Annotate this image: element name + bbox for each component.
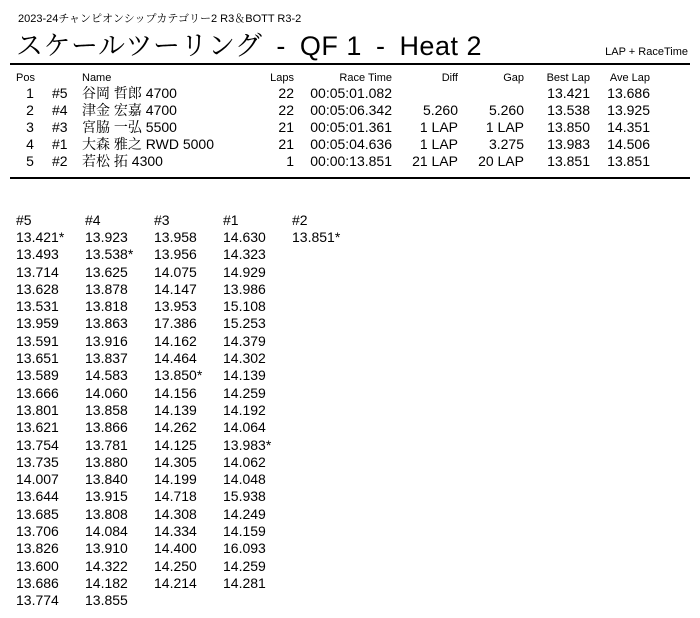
lap-time: 14.125 xyxy=(154,436,197,453)
lap-time: 13.621 xyxy=(16,419,59,436)
lap-time: 14.156 xyxy=(154,384,197,401)
lap-time: 13.956 xyxy=(154,246,197,263)
lap-time: 15.938 xyxy=(223,488,266,505)
lap-time: 14.084 xyxy=(85,523,128,540)
lap-time: 15.253 xyxy=(223,315,266,332)
cell-laps: 1 xyxy=(286,153,294,169)
lap-time: 13.714 xyxy=(16,263,59,280)
results-table xyxy=(12,72,654,170)
lap-time: 13.850* xyxy=(154,367,203,384)
cell-best-lap: 13.983 xyxy=(547,136,590,152)
table-row xyxy=(12,136,654,153)
cell-pos: 1 xyxy=(26,85,34,101)
lap-time: 14.192 xyxy=(223,401,266,418)
lap-time: 14.305 xyxy=(154,453,197,470)
lap-time: 13.754 xyxy=(16,436,59,453)
lap-time: 14.281 xyxy=(223,574,266,591)
lap-time: 13.840 xyxy=(85,471,128,488)
lap-time: 14.630 xyxy=(223,229,266,245)
col-ave-lap-header: Ave Lap xyxy=(609,72,650,84)
cell-ave-lap: 14.506 xyxy=(607,136,650,152)
lap-time: 14.323 xyxy=(223,246,266,263)
lap-times-grid xyxy=(16,212,361,610)
cell-car-number: #2 xyxy=(52,153,68,169)
lap-column-car-number: #3 xyxy=(154,212,170,228)
lap-time: 13.625 xyxy=(85,263,128,280)
cell-car-number: #4 xyxy=(52,102,68,118)
results-divider xyxy=(10,177,690,179)
lap-time: 13.628 xyxy=(16,280,59,297)
lap-time: 13.866 xyxy=(85,419,128,436)
table-row xyxy=(12,119,654,136)
lap-time: 14.199 xyxy=(154,471,197,488)
cell-diff xyxy=(396,85,462,102)
cell-best-lap: 13.851 xyxy=(547,153,590,169)
lap-time: 13.808 xyxy=(85,505,128,522)
cell-diff: 5.260 xyxy=(422,102,458,118)
lap-time: 13.983* xyxy=(223,436,272,453)
lap-time: 13.735 xyxy=(16,453,59,470)
cell-gap: 20 LAP xyxy=(478,153,524,169)
header-divider xyxy=(10,63,690,65)
col-laps-header: Laps xyxy=(270,72,294,84)
lap-time: 14.308 xyxy=(154,505,197,522)
cell-race-time: 00:00:13.851 xyxy=(310,153,392,169)
lap-time: 13.644 xyxy=(16,488,59,505)
lap-time: 13.591 xyxy=(16,332,59,349)
lap-time: 13.953 xyxy=(154,298,197,315)
cell-car-number: #1 xyxy=(52,136,68,152)
cell-driver-name: 津金 宏嘉 4700 xyxy=(82,102,177,118)
lap-time: 13.958 xyxy=(154,229,197,245)
lap-time: 14.464 xyxy=(154,350,197,367)
page-title xyxy=(16,24,482,63)
lap-time: 17.386 xyxy=(154,315,197,332)
lap-time: 14.718 xyxy=(154,488,197,505)
col-gap-header: Gap xyxy=(503,72,524,84)
col-pos-header: Pos xyxy=(16,72,35,84)
title-round: QF 1 xyxy=(299,31,362,61)
lap-time: 13.858 xyxy=(85,401,128,418)
lap-time: 14.214 xyxy=(154,574,197,591)
cell-laps: 21 xyxy=(278,136,294,152)
cell-ave-lap: 14.351 xyxy=(607,119,650,135)
lap-time: 16.093 xyxy=(223,540,266,557)
lap-time: 13.801 xyxy=(16,401,59,418)
cell-driver-name: 宮脇 一弘 5500 xyxy=(82,119,177,135)
lap-time: 13.589 xyxy=(16,367,59,384)
cell-pos: 5 xyxy=(26,153,34,169)
lap-time: 14.262 xyxy=(154,419,197,436)
cell-pos: 4 xyxy=(26,136,34,152)
lap-time: 13.666 xyxy=(16,384,59,401)
lap-time: 14.062 xyxy=(223,453,266,470)
lap-time: 14.583 xyxy=(85,367,128,384)
lap-time: 14.929 xyxy=(223,263,266,280)
lap-time: 13.651 xyxy=(16,350,59,367)
lap-time: 14.302 xyxy=(223,350,266,367)
lap-time: 14.139 xyxy=(154,401,197,418)
lap-time: 13.916 xyxy=(85,332,128,349)
cell-pos: 3 xyxy=(26,119,34,135)
table-row xyxy=(12,85,654,102)
cell-diff: 21 LAP xyxy=(412,153,458,169)
lap-time: 13.686 xyxy=(16,574,59,591)
report-mode-label: LAP + RaceTime xyxy=(605,46,688,58)
lap-time: 14.064 xyxy=(223,419,266,436)
lap-column xyxy=(16,212,85,610)
cell-best-lap: 13.421 xyxy=(547,85,590,101)
lap-time: 13.421* xyxy=(16,229,65,245)
lap-time: 13.706 xyxy=(16,523,59,540)
cell-laps: 22 xyxy=(278,85,294,101)
lap-time: 14.379 xyxy=(223,332,266,349)
lap-time: 14.400 xyxy=(154,540,197,557)
lap-time: 13.493 xyxy=(16,246,59,263)
lap-column xyxy=(292,212,361,610)
col-diff-header: Diff xyxy=(441,72,458,84)
lap-time: 13.685 xyxy=(16,505,59,522)
cell-gap: 5.260 xyxy=(488,102,524,118)
col-best-lap-header: Best Lap xyxy=(546,72,590,84)
cell-diff: 1 LAP xyxy=(419,119,458,135)
col-name-header: Name xyxy=(82,72,112,84)
lap-column xyxy=(85,212,154,610)
cell-driver-name: 若松 拓 4300 xyxy=(82,153,163,169)
lap-column xyxy=(223,212,292,610)
lap-time: 13.837 xyxy=(85,350,128,367)
cell-car-number: #5 xyxy=(52,85,68,101)
lap-time: 14.250 xyxy=(154,557,197,574)
lap-time: 14.182 xyxy=(85,574,128,591)
lap-time: 14.147 xyxy=(154,280,197,297)
lap-time: 14.322 xyxy=(85,557,128,574)
lap-time: 14.007 xyxy=(16,471,59,488)
lap-time: 13.878 xyxy=(85,280,128,297)
cell-ave-lap: 13.851 xyxy=(607,153,650,169)
cell-laps: 21 xyxy=(278,119,294,135)
lap-time: 13.774 xyxy=(16,592,59,609)
lap-time: 13.959 xyxy=(16,315,59,332)
lap-column xyxy=(154,212,223,610)
cell-driver-name: 大森 雅之 RWD 5000 xyxy=(82,136,214,152)
lap-column-car-number: #5 xyxy=(16,212,32,228)
lap-time: 14.162 xyxy=(154,332,197,349)
lap-time: 13.880 xyxy=(85,453,128,470)
title-heat: Heat 2 xyxy=(399,31,482,61)
lap-time: 13.600 xyxy=(16,557,59,574)
lap-column-car-number: #1 xyxy=(223,212,239,228)
lap-time: 14.048 xyxy=(223,471,266,488)
lap-time: 14.159 xyxy=(223,523,266,540)
lap-time: 13.781 xyxy=(85,436,128,453)
title-class: スケールツーリング xyxy=(16,31,263,61)
cell-gap: 1 LAP xyxy=(485,119,524,135)
lap-time: 14.139 xyxy=(223,367,266,384)
lap-time: 13.915 xyxy=(85,488,128,505)
cell-pos: 2 xyxy=(26,102,34,118)
lap-time: 14.259 xyxy=(223,557,266,574)
lap-time: 13.538* xyxy=(85,246,134,263)
cell-driver-name: 谷岡 哲郎 4700 xyxy=(82,85,177,101)
cell-race-time: 00:05:01.361 xyxy=(310,119,392,135)
results-header-row xyxy=(12,72,654,85)
cell-laps: 22 xyxy=(278,102,294,118)
title-separator: - xyxy=(375,31,386,61)
lap-time: 13.818 xyxy=(85,298,128,315)
lap-column-car-number: #4 xyxy=(85,212,101,228)
lap-time: 13.923 xyxy=(85,229,128,245)
lap-time: 14.249 xyxy=(223,505,266,522)
col-number-header xyxy=(48,72,78,85)
lap-time: 13.863 xyxy=(85,315,128,332)
cell-best-lap: 13.850 xyxy=(547,119,590,135)
lap-time: 13.986 xyxy=(223,280,266,297)
cell-ave-lap: 13.686 xyxy=(607,85,650,101)
lap-time: 13.855 xyxy=(85,592,128,609)
lap-column-car-number: #2 xyxy=(292,212,308,228)
event-subtitle: 2023-24チャンピオンシップカテゴリー2 R3＆BOTT R3-2 xyxy=(18,13,302,25)
cell-race-time: 00:05:04.636 xyxy=(310,136,392,152)
table-row xyxy=(12,102,654,119)
lap-time: 14.259 xyxy=(223,384,266,401)
lap-time: 14.060 xyxy=(85,384,128,401)
cell-ave-lap: 13.925 xyxy=(607,102,650,118)
lap-time: 13.531 xyxy=(16,298,59,315)
lap-time: 14.334 xyxy=(154,523,197,540)
lap-time: 13.826 xyxy=(16,540,59,557)
cell-gap: 3.275 xyxy=(488,136,524,152)
cell-race-time: 00:05:06.342 xyxy=(310,102,392,118)
lap-time: 14.075 xyxy=(154,263,197,280)
lap-time: 13.910 xyxy=(85,540,128,557)
col-race-time-header: Race Time xyxy=(339,72,392,84)
lap-time: 15.108 xyxy=(223,298,266,315)
cell-best-lap: 13.538 xyxy=(547,102,590,118)
title-separator: - xyxy=(276,31,286,61)
cell-gap xyxy=(462,85,528,102)
cell-diff: 1 LAP xyxy=(419,136,458,152)
cell-car-number: #3 xyxy=(52,119,68,135)
table-row xyxy=(12,153,654,170)
cell-race-time: 00:05:01.082 xyxy=(310,85,392,101)
lap-time: 13.851* xyxy=(292,229,341,245)
